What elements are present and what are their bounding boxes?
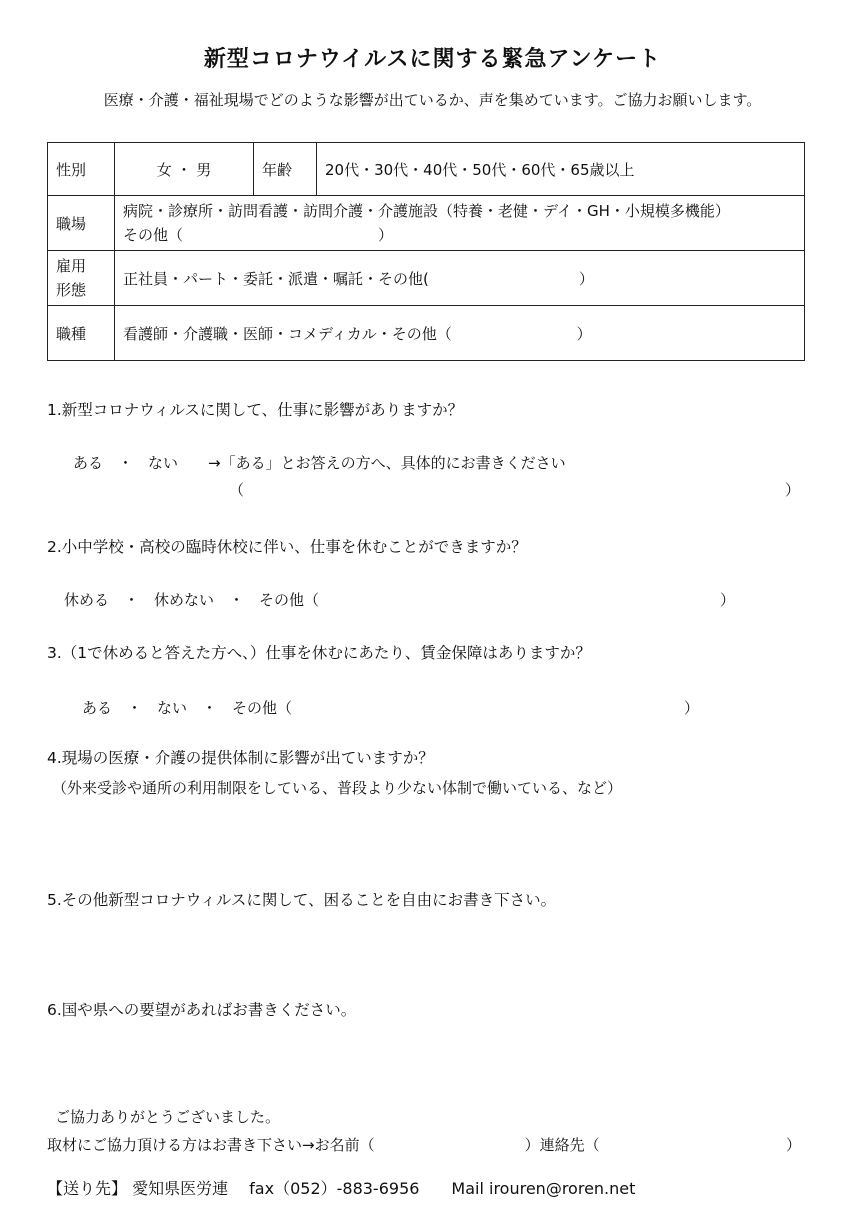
employment-options[interactable]: 正社員・パート・委託・派遣・嘱託・その他( ） bbox=[115, 251, 805, 306]
thanks-message: ご協力ありがとうございました。 bbox=[55, 1108, 281, 1126]
question-3: 3.（1で休めると答えた方へ、）仕事を休むにあたり、賃金保障はありますか？ bbox=[47, 644, 591, 662]
question-4-note: （外来受診や通所の利用制限をしている、普段より少ない体制で働いている、など） bbox=[52, 779, 623, 797]
question-3-paren-close: ） bbox=[684, 699, 700, 717]
question-5: 5.その他新型コロナウィルスに関して、困ることを自由にお書き下さい。 bbox=[47, 891, 557, 909]
occupation-label: 職種 bbox=[48, 306, 115, 361]
workplace-cell bbox=[115, 196, 805, 251]
question-1-paren-open: （ bbox=[229, 481, 245, 499]
interview-contact-field[interactable]: 取材にご協力頂ける方はお書き下さい→お名前（ ）連絡先（ bbox=[47, 1136, 600, 1154]
question-2: 2.小中学校・高校の臨時休校に伴い、仕事を休むことができますか？ bbox=[47, 538, 527, 556]
employment-label-cell bbox=[48, 251, 115, 306]
question-1: 1.新型コロナウィルスに関して、仕事に影響がありますか？ bbox=[47, 401, 464, 419]
page-subtitle: 医療・介護・福祉現場でどのような影響が出ているか、声を集めています。ご協力お願いします。 bbox=[103, 91, 762, 109]
age-options[interactable]: 20代・30代・40代・50代・60代・65歳以上 bbox=[317, 143, 805, 196]
gender-label: 性別 bbox=[48, 143, 115, 196]
question-1-paren-close: ） bbox=[785, 481, 801, 499]
interview-paren-close: ） bbox=[786, 1136, 802, 1154]
table-row-employment bbox=[48, 251, 805, 306]
employment-label-2: 形態 bbox=[56, 281, 87, 299]
workplace-options[interactable]: 病院・診療所・訪問看護・訪問介護・介護施設（特養・老健・デイ・GH・小規模多機能） bbox=[123, 202, 730, 220]
occupation-options[interactable]: 看護師・介護職・医師・コメディカル・その他（ ） bbox=[115, 306, 805, 361]
send-to-contact: 【送り先】 愛知県医労連 fax（052）-883-6956 Mail irouren@roren.net bbox=[47, 1179, 636, 1198]
table-row-gender-age bbox=[48, 143, 805, 196]
workplace-label: 職場 bbox=[48, 196, 115, 251]
question-1-answer-options[interactable]: ある ・ ない →「ある」とお答えの方へ、具体的にお書きください bbox=[73, 454, 566, 472]
table-row-occupation bbox=[48, 306, 805, 361]
question-4: 4.現場の医療・介護の提供体制に影響が出ていますか？ bbox=[47, 749, 434, 767]
gender-options[interactable]: 女 ・ 男 bbox=[115, 143, 254, 196]
page-title: 新型コロナウイルスに関する緊急アンケート bbox=[203, 47, 662, 72]
question-3-answer-options[interactable]: ある ・ ない ・ その他（ bbox=[82, 699, 293, 717]
question-2-answer-options[interactable]: 休める ・ 休めない ・ その他（ bbox=[64, 591, 320, 609]
employment-label-1: 雇用 bbox=[56, 257, 87, 275]
question-2-paren-close: ） bbox=[720, 591, 736, 609]
table-row-workplace bbox=[48, 196, 805, 251]
age-label: 年齢 bbox=[254, 143, 317, 196]
question-6: 6.国や県への要望があればお書きください。 bbox=[47, 1001, 357, 1019]
workplace-other-field[interactable]: その他（ ） bbox=[123, 226, 394, 244]
respondent-info-table bbox=[47, 142, 805, 361]
